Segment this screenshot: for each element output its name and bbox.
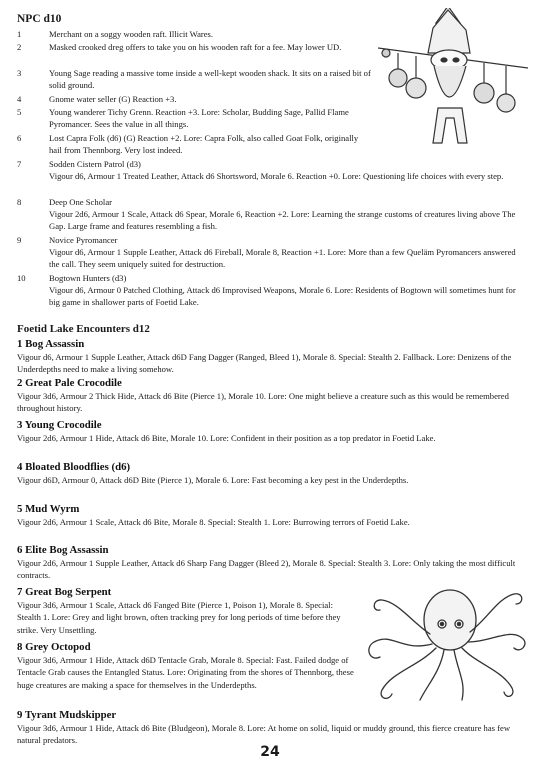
npc-row-text bbox=[49, 196, 519, 233]
encounter-body: Vigour 2d6, Armour 1 Scale, Attack d6 Bite, Morale 8. Special: Stealth 1. Lore: Burrowing terrors of Foetid Lake. bbox=[17, 517, 410, 527]
encounter-entry bbox=[17, 708, 522, 747]
npc-row-text: Masked crooked dreg offers to take you on his wooden raft for a fee. May lower UD. bbox=[49, 42, 342, 52]
npc-row-text: Lost Capra Folk (d6) (G) Reaction +2. Lore: Capra Folk, also called Goat Folk, originally hail from Thennborg. Very lost indeed. bbox=[49, 133, 359, 156]
encounter-title: 2 Great Pale Crocodile bbox=[17, 377, 122, 389]
encounter-title: 6 Elite Bog Assassin bbox=[17, 544, 109, 556]
encounter-body: Vigour d6D, Armour 0, Attack d6D Bite (Pierce 1), Morale 6. Lore: Fast becoming a key pest in the Underdepths. bbox=[17, 475, 409, 485]
npc-row-name: Novice Pyromancer bbox=[49, 235, 118, 245]
npc-row-name: Sodden Cistern Patrol (d3) bbox=[49, 159, 141, 169]
encounter-body: Vigour 3d6, Armour 2 Thick Hide, Attack d6 Bite (Pierce 1), Morale 10. Lore: One might believe a creature such as this would be remembered throughout history. bbox=[17, 391, 509, 414]
encounter-title: 7 Great Bog Serpent bbox=[17, 586, 112, 598]
npc-table-title: NPC d10 bbox=[17, 13, 62, 25]
npc-row-number: 4 bbox=[17, 94, 22, 104]
npc-row-number: 1 bbox=[17, 29, 22, 39]
encounter-entry bbox=[17, 502, 522, 528]
encounter-entry bbox=[17, 585, 357, 636]
encounter-title: 8 Grey Octopod bbox=[17, 641, 91, 653]
npc-row-number: 7 bbox=[17, 159, 22, 169]
encounter-entry bbox=[17, 337, 522, 376]
encounter-body: Vigour 3d6, Armour 1 Hide, Attack d6D Tentacle Grab, Morale 8. Special: Fast. Failed dodge of Tentacle Grab causes the Entangled Status. Lore: Originating from the shores of Thennborg, these huge creatures are making a space for themselves in the Underdepths. bbox=[17, 655, 354, 690]
npc-row-text: Merchant on a soggy wooden raft. Illicit Wares. bbox=[49, 29, 214, 39]
npc-row-number: 3 bbox=[17, 68, 22, 78]
gnome-water-seller-illustration bbox=[378, 8, 528, 158]
npc-row-detail: Vigour 2d6, Armour 1 Scale, Attack d6 Spear, Morale 6, Reaction +2. Lore: Learning the strange customs of creatures living above The Gap. Large frame and features resembling a fish. bbox=[49, 209, 516, 232]
page-number: 24 bbox=[260, 744, 280, 760]
encounter-entry bbox=[17, 376, 522, 415]
octopod-illustration bbox=[362, 572, 532, 707]
npc-row-number: 5 bbox=[17, 107, 22, 117]
npc-row-text bbox=[49, 158, 519, 182]
npc-row-number: 2 bbox=[17, 42, 22, 52]
encounter-body: Vigour d6, Armour 1 Supple Leather, Attack d6D Fang Dagger (Ranged, Bleed 1), Morale 8. Special: Stealth 2. Fallback. Lore: Denizens of the Underdepths need to make a living somehow. bbox=[17, 352, 512, 375]
npc-row-text: Young Sage reading a massive tome inside a well-kept wooden shack. It sits on a raised bit of solid ground. bbox=[49, 68, 371, 91]
encounter-title: 5 Mud Wyrm bbox=[17, 503, 80, 515]
encounter-entry bbox=[17, 418, 522, 444]
npc-row-number: 6 bbox=[17, 133, 22, 143]
encounter-entry bbox=[17, 640, 357, 691]
encounters-title: Foetid Lake Encounters d12 bbox=[17, 323, 150, 335]
npc-row-number: 8 bbox=[17, 197, 22, 207]
npc-row-number: 10 bbox=[17, 273, 26, 283]
npc-row-text: Gnome water seller (G) Reaction +3. bbox=[49, 94, 177, 104]
npc-row-detail: Vigour d6, Armour 1 Supple Leather, Attack d6 Fireball, Morale 8, Reaction +1. Lore: More than a few Queläm Pyromancers answered the call. They seem uniquely suited for destruction. bbox=[49, 247, 516, 270]
encounter-body: Vigour 3d6, Armour 1 Hide, Attack d6 Bite (Bludgeon), Morale 8. Lore: At home on solid, liquid or muddy ground, this fierce creature has few natural predators. bbox=[17, 723, 511, 746]
npc-row-detail: Vigour d6, Armour 1 Treated Leather, Attack d6 Shortsword, Morale 6. Reaction +0. Lore: Questioning life choices with every step. bbox=[49, 171, 504, 182]
encounter-title: 9 Tyrant Mudskipper bbox=[17, 709, 117, 721]
encounter-title: 1 Bog Assassin bbox=[17, 338, 85, 350]
npc-row-text bbox=[49, 234, 519, 271]
npc-row-name: Deep One Scholar bbox=[49, 197, 112, 207]
npc-row-text bbox=[49, 272, 519, 309]
encounter-title: 4 Bloated Bloodflies (d6) bbox=[17, 461, 131, 473]
encounter-body: Vigour 2d6, Armour 1 Supple Leather, Attack d6 Sharp Fang Dagger (Bleed 2), Morale 8. Special: Stealth 3. Lore: Only taking the most difficult contracts. bbox=[17, 558, 516, 581]
encounter-entry bbox=[17, 460, 522, 486]
encounter-title: 3 Young Crocodile bbox=[17, 419, 102, 431]
npc-row-text: Young wanderer Tichy Grenn. Reaction +3. Lore: Scholar, Budding Sage, Pallid Flame Pyromancer. Sees the value in all things. bbox=[49, 107, 349, 130]
npc-row-detail: Vigour d6, Armour 0 Patched Clothing, Attack d6 Improvised Weapons, Morale 6. Lore: Residents of Bogtown will sometimes hunt for big game in shallower parts of Foetid Lake. bbox=[49, 285, 516, 308]
npc-row-name: Bogtown Hunters (d3) bbox=[49, 273, 127, 283]
npc-row-number: 9 bbox=[17, 235, 22, 245]
encounter-body: Vigour 3d6, Armour 1 Scale, Attack d6 Fanged Bite (Pierce 1, Poison 1), Morale 8. Special: Stealth 1. Lore: Grey and light brown, often tracking prey for long periods of time before they strike. Very Unsettling. bbox=[17, 600, 341, 635]
encounter-body: Vigour 2d6, Armour 1 Hide, Attack d6 Bite, Morale 10. Lore: Confident in their position as a top predator in Foetid Lake. bbox=[17, 433, 436, 443]
